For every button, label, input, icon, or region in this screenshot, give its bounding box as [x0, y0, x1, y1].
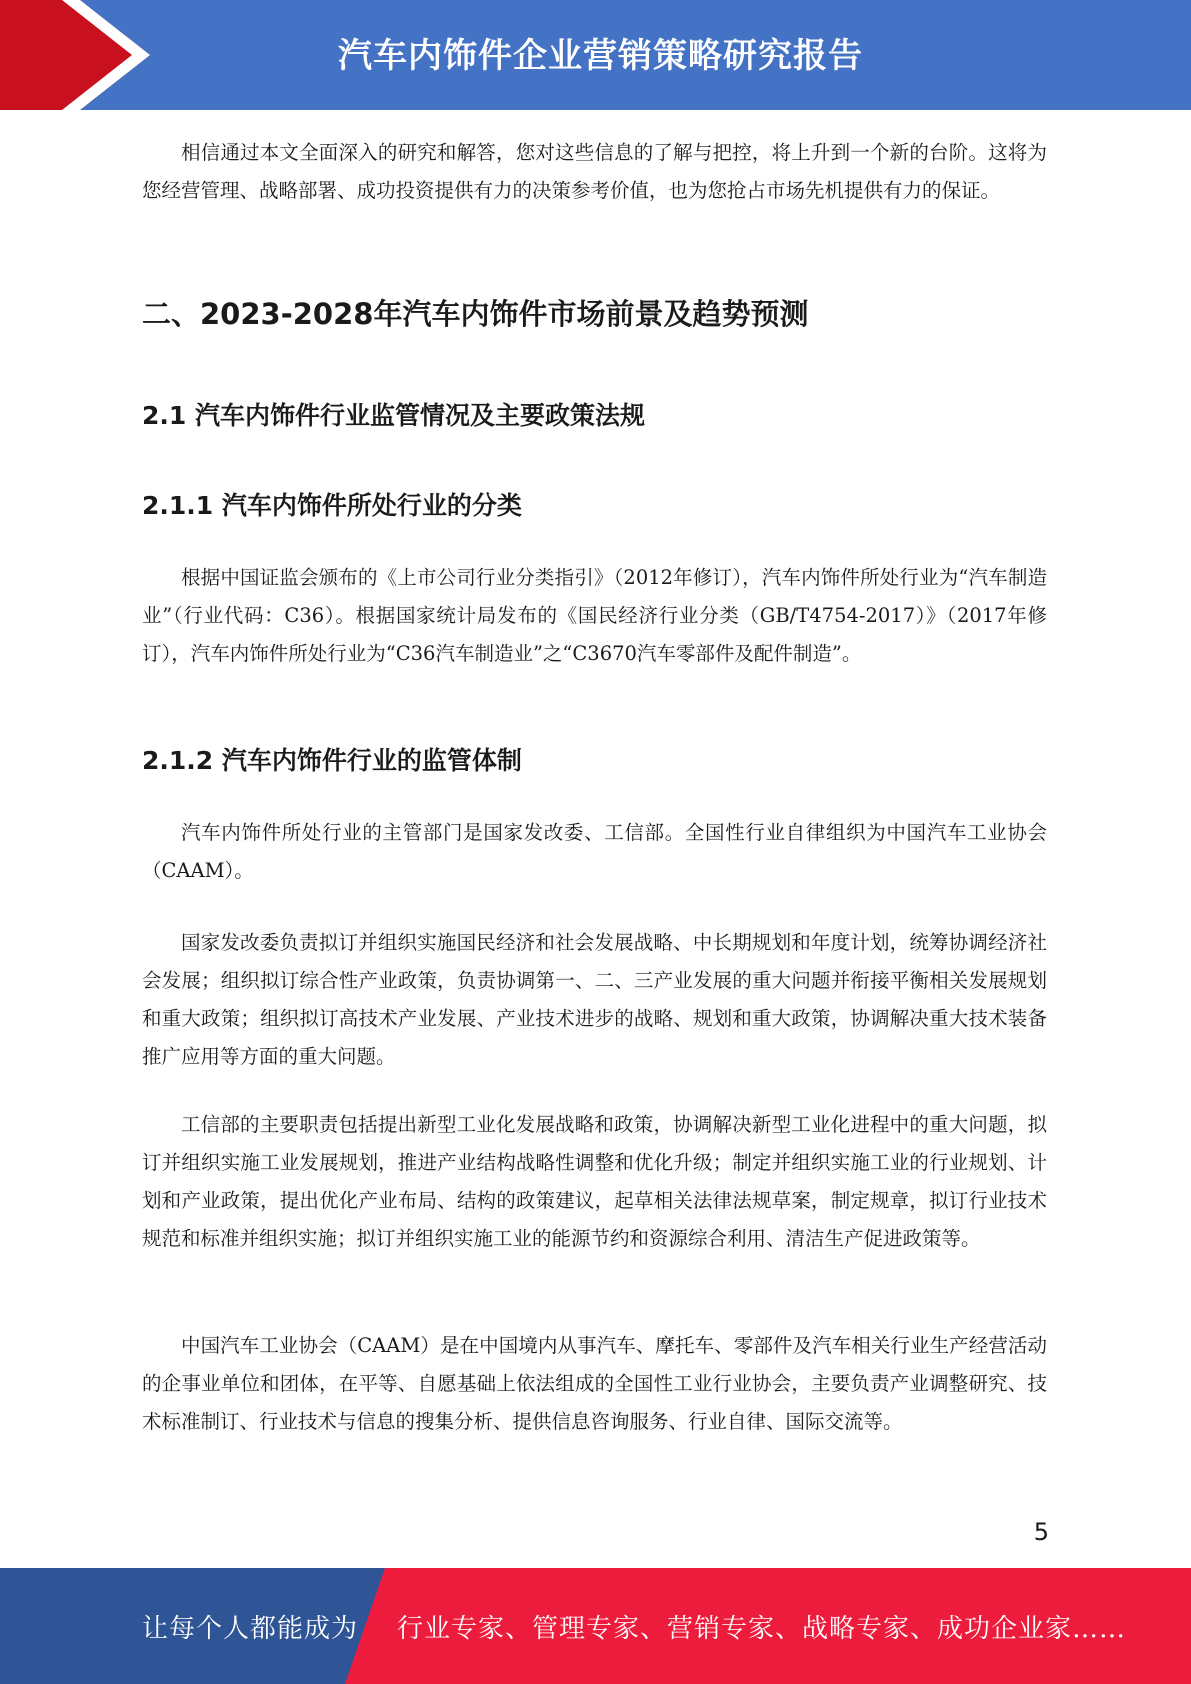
footer-slogan-right: 行业专家、管理专家、营销专家、战略专家、成功企业家……	[397, 1614, 1127, 1644]
intro-paragraph: 相信通过本文全面深入的研究和解答，您对这些信息的了解与把控，将上升到一个新的台阶。这将为您经营管理、战略部署、成功投资提供有力的决策参考价值，也为您抢占市场先机提供有力的保证。	[142, 141, 1047, 202]
caam-paragraph: 中国汽车工业协会（CAAM）是在中国境内从事汽车、摩托车、零部件及汽车相关行业生产经营活动的企事业单位和团体，在平等、自愿基础上依法组成的全国性工业行业协会，主要负责产业调整研究、技术标准制订、行业技术与信息的搜集分析、提供信息咨询服务、行业自律、国际交流等。	[142, 1334, 1047, 1433]
section-2-1-1-paragraph-block	[142, 559, 1047, 673]
report-title: 汽车内饰件企业营销策略研究报告	[338, 36, 863, 76]
intro-paragraph-block	[142, 134, 1047, 210]
section-2-1-2-heading: 2.1.2 汽车内饰件行业的监管体制	[142, 746, 522, 775]
ndrc-paragraph: 国家发改委负责拟订并组织实施国民经济和社会发展战略、中长期规划和年度计划，统筹协调经济社会发展；组织拟订综合性产业政策，负责协调第一、二、三产业发展的重大问题并衔接平衡相关发展规划和重大政策；组织拟订高技术产业发展、产业技术进步的战略、规划和重大政策，协调解决重大技术装备推广应用等方面的重大问题。	[142, 931, 1047, 1068]
regulator-paragraph: 汽车内饰件所处行业的主管部门是国家发改委、工信部。全国性行业自律组织为中国汽车工业协会（CAAM）。	[142, 821, 1047, 882]
section-2-heading: 二、2023-2028年汽车内饰件市场前景及趋势预测	[142, 297, 809, 331]
miit-paragraph: 工信部的主要职责包括提出新型工业化发展战略和政策，协调解决新型工业化进程中的重大问题，拟订并组织实施工业发展规划，推进产业结构战略性调整和优化升级；制定并组织实施工业的行业规划、计划和产业政策，提出优化产业布局、结构的政策建议，起草相关法律法规草案，制定规章，拟订行业技术规范和标准并组织实施；拟订并组织实施工业的能源节约和资源综合利用、清洁生产促进政策等。	[142, 1113, 1047, 1250]
footer-slogan-left: 让每个人都能成为	[142, 1614, 359, 1644]
section-2-1-1-heading: 2.1.1 汽车内饰件所处行业的分类	[142, 491, 522, 520]
caam-paragraph-block	[142, 1327, 1047, 1441]
page-header-banner	[0, 0, 1191, 110]
section-2-1-heading: 2.1 汽车内饰件行业监管情况及主要政策法规	[142, 401, 645, 430]
page-footer-banner	[0, 1568, 1191, 1684]
page-number: 5	[1033, 1518, 1049, 1546]
regulator-paragraph-block	[142, 814, 1047, 890]
ndrc-paragraph-block	[142, 924, 1047, 1076]
miit-paragraph-block	[142, 1106, 1047, 1258]
section-2-1-1-paragraph: 根据中国证监会颁布的《上市公司行业分类指引》（2012年修订），汽车内饰件所处行业为“汽车制造业”（行业代码：C36）。根据国家统计局发布的《国民经济行业分类（GB/T4754-2017）》（2017年修订），汽车内饰件所处行业为“C36汽车制造业”之“C3670汽车零部件及配件制造”。	[142, 566, 1047, 665]
